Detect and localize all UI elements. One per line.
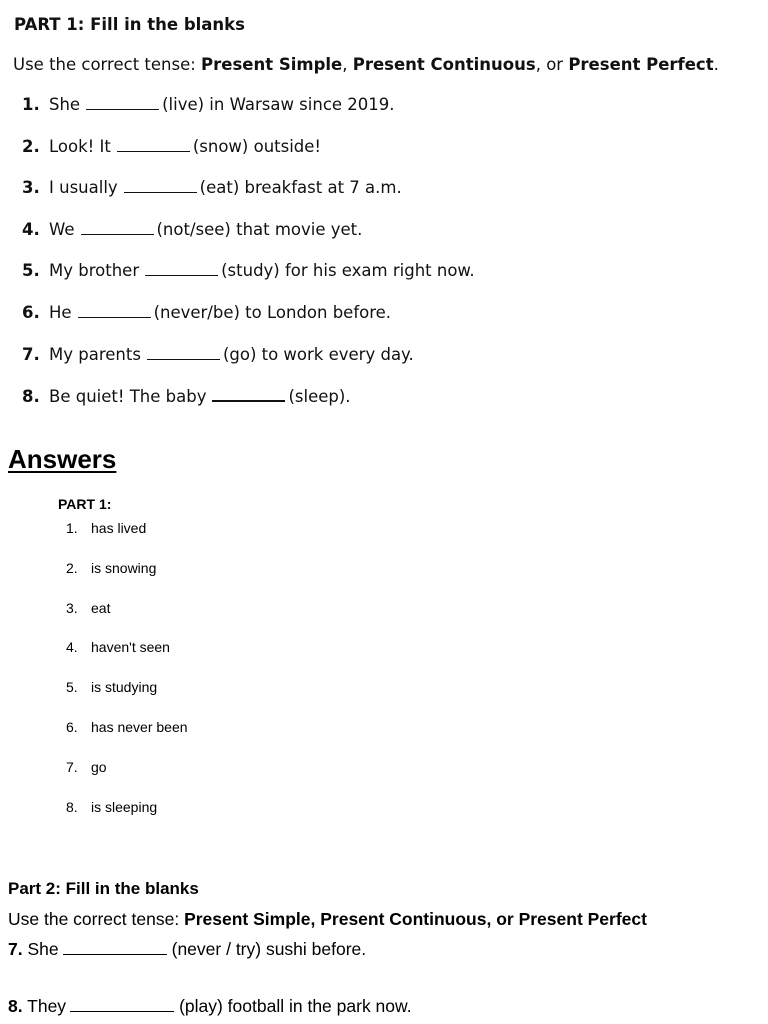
answer-item (66, 520, 188, 560)
answer-number: 8. (66, 798, 78, 815)
answer-blank (117, 137, 190, 152)
exercise-item (22, 345, 475, 387)
item-text-after: (snow) outside! (192, 136, 322, 156)
item-text-after: (study) for his exam right now. (221, 261, 475, 281)
answer-item (66, 679, 188, 719)
answer-item (66, 639, 188, 679)
tense-present-perfect: Present Perfect (568, 55, 714, 74)
instruction-separator: , or (535, 55, 569, 74)
item-text-after: (live) in Warsaw since 2019. (162, 95, 395, 114)
item-text-before: We (49, 219, 75, 239)
answer-blank (212, 386, 285, 402)
part1-instruction (13, 55, 719, 74)
instruction-prefix: Use the correct tense: (8, 909, 185, 929)
item-text-after: (go) to work every day. (222, 344, 414, 364)
part1-title: PART 1: Fill in the blanks (14, 15, 245, 34)
item-text-before: Be quiet! The baby (49, 387, 207, 407)
answer-text: go (91, 758, 107, 775)
answer-text: has never been (91, 718, 188, 735)
answer-text: is studying (91, 679, 158, 696)
item-number: 5. (22, 261, 40, 281)
exercise-item (22, 178, 475, 220)
answer-item (66, 799, 188, 839)
answer-item (66, 600, 188, 640)
item-text-before: My brother (49, 261, 140, 281)
item-text-before: They (27, 996, 67, 1016)
answer-number: 5. (66, 679, 78, 696)
item-number: 7. (22, 344, 40, 364)
answer-item (66, 719, 188, 759)
instruction-tenses: Present Simple, Present Continuous, or Present Perfect (184, 909, 647, 929)
exercise-item (22, 386, 475, 428)
answer-item (66, 759, 188, 799)
exercise-item (22, 137, 475, 179)
item-text-before: She (49, 95, 81, 114)
item-text-before: My parents (49, 344, 141, 364)
exercise-item (22, 95, 475, 137)
answer-blank (78, 303, 151, 318)
answer-blank (63, 939, 167, 955)
item-text-after: (never/be) to London before. (153, 302, 392, 322)
item-number: 2. (22, 136, 40, 156)
part2-instruction (8, 909, 647, 930)
item-number: 4. (22, 219, 40, 239)
answer-number: 3. (66, 599, 78, 616)
instruction-suffix: . (713, 55, 719, 74)
item-number: 8. (8, 996, 23, 1016)
item-text-after: (play) football in the park now. (179, 996, 412, 1016)
answer-blank (145, 261, 218, 276)
answer-item (66, 560, 188, 600)
answer-blank (147, 345, 220, 360)
answers-list (66, 520, 188, 838)
answer-text: eat (91, 599, 111, 616)
item-number: 8. (22, 387, 40, 407)
item-text-after: (sleep). (288, 387, 351, 407)
part2-title: Part 2: Fill in the blanks (8, 879, 199, 898)
item-text-before: She (27, 939, 59, 959)
part2-exercise-item (8, 996, 412, 1017)
answer-number: 6. (66, 718, 78, 735)
answer-number: 1. (66, 520, 78, 536)
answer-number: 4. (66, 639, 78, 656)
answer-blank (124, 178, 197, 193)
exercise-item (22, 261, 475, 303)
answer-blank (81, 220, 154, 235)
answer-text: is snowing (91, 559, 157, 576)
tense-present-simple: Present Simple (201, 55, 343, 74)
answer-text: has lived (91, 520, 147, 536)
item-text-before: Look! It (49, 136, 111, 156)
answer-number: 7. (66, 758, 78, 775)
answers-part-label: PART 1: (58, 496, 112, 512)
item-text-after: (eat) breakfast at 7 a.m. (199, 178, 402, 198)
item-text-after: (not/see) that movie yet. (156, 219, 363, 239)
answer-blank (70, 996, 174, 1012)
item-number: 6. (22, 302, 40, 322)
answer-text: haven't seen (91, 639, 170, 656)
item-number: 3. (22, 178, 40, 198)
item-number: 7. (8, 939, 23, 959)
part1-exercise-list (22, 95, 475, 428)
part2-exercise-item (8, 939, 366, 960)
instruction-separator: , (342, 55, 353, 74)
answer-blank (86, 95, 159, 110)
exercise-item (22, 220, 475, 262)
answers-heading: Answers (8, 444, 117, 474)
item-text-before: He (49, 302, 72, 322)
answer-number: 2. (66, 559, 78, 576)
item-number: 1. (22, 95, 40, 114)
exercise-item (22, 303, 475, 345)
tense-present-continuous: Present Continuous (352, 55, 536, 74)
item-text-before: I usually (49, 178, 118, 198)
answer-text: is sleeping (91, 798, 158, 815)
instruction-prefix: Use the correct tense: (13, 55, 202, 74)
item-text-after: (never / try) sushi before. (171, 939, 367, 959)
